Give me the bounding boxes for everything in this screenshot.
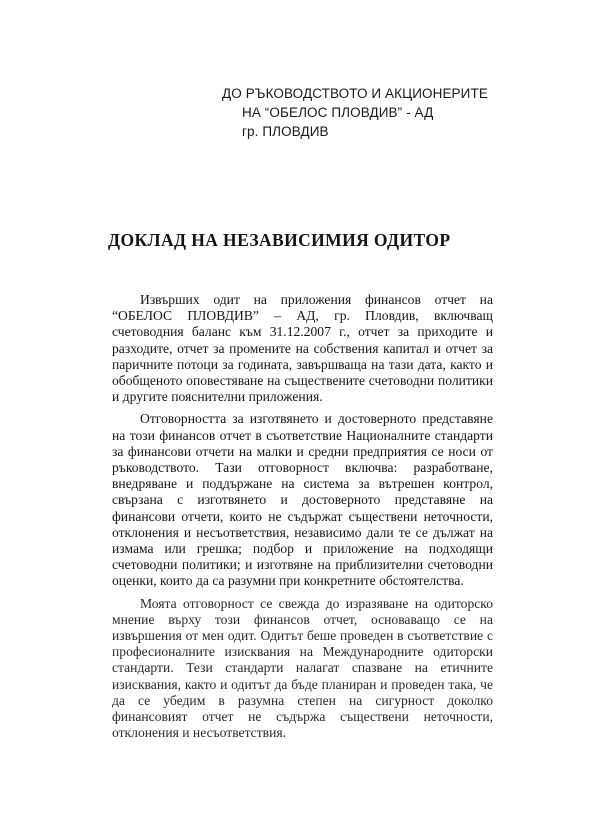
addressee-block: [222, 84, 488, 141]
report-title: ДОКЛАД НА НЕЗАВИСИМИЯ ОДИТОР: [108, 230, 451, 250]
addressee-line-1: ДО РЪКОВОДСТВОТО И АКЦИОНЕРИТЕ: [222, 86, 488, 101]
paragraph-audit-scope: Извърших одит на приложения финансов отчет на “ОБЕЛОС ПЛОВДИВ” – АД, гр. Пловдив, включващ счетоводния баланс към 31.12.2007 г., отчет за приходите и разходите, отчет за промените на собствения капитал и отчет за паричните потоци за годината, завършваща на тази дата, както и обобщеното оповестяване на съществените счетоводни политики и другите пояснителни приложения.: [112, 292, 493, 405]
paragraph-management-responsibility: Отговорността за изготвянето и достоверното представяне на този финансов отчет в съответствие Националните стандарти за финансови отчети на малки и средни предприятия се носи от ръководството. Тази отговорност включва: разработване, внедряване и поддържане на система за вътрешен контрол, свързана с изготвянето и достоверното представяне на финансови отчети, които не съдържат съществени неточности, отклонения и несъответствия, независимо дали те се дължат на измама или грешка; подбор и приложение на подходящи счетоводни политики; и изготвяне на приблизителни счетоводни оценки, които да са разумни при конкретните обстоятелства.: [112, 411, 493, 589]
paragraph-auditor-responsibility: Моята отговорност се свежда до изразяване на одиторско мнение върху този финансов отчет, основаващо се на извършения от мен одит. Одитът беше проведен в съответствие с професионалните изисквания на Международните одиторски стандарти. Тези стандарти налагат спазване на етичните изисквания, както и одитът да бъде планиран и проведен така, че да се убедим в разумна степен на сигурност доколко финансовият отчет не съдържа съществени неточности, отклонения и несъответствия.: [112, 595, 493, 741]
addressee-line-2: НА “ОБЕЛОС ПЛОВДИВ” - АД: [242, 105, 434, 120]
addressee-line-3: гр. ПЛОВДИВ: [242, 124, 329, 139]
report-body: [112, 292, 493, 747]
